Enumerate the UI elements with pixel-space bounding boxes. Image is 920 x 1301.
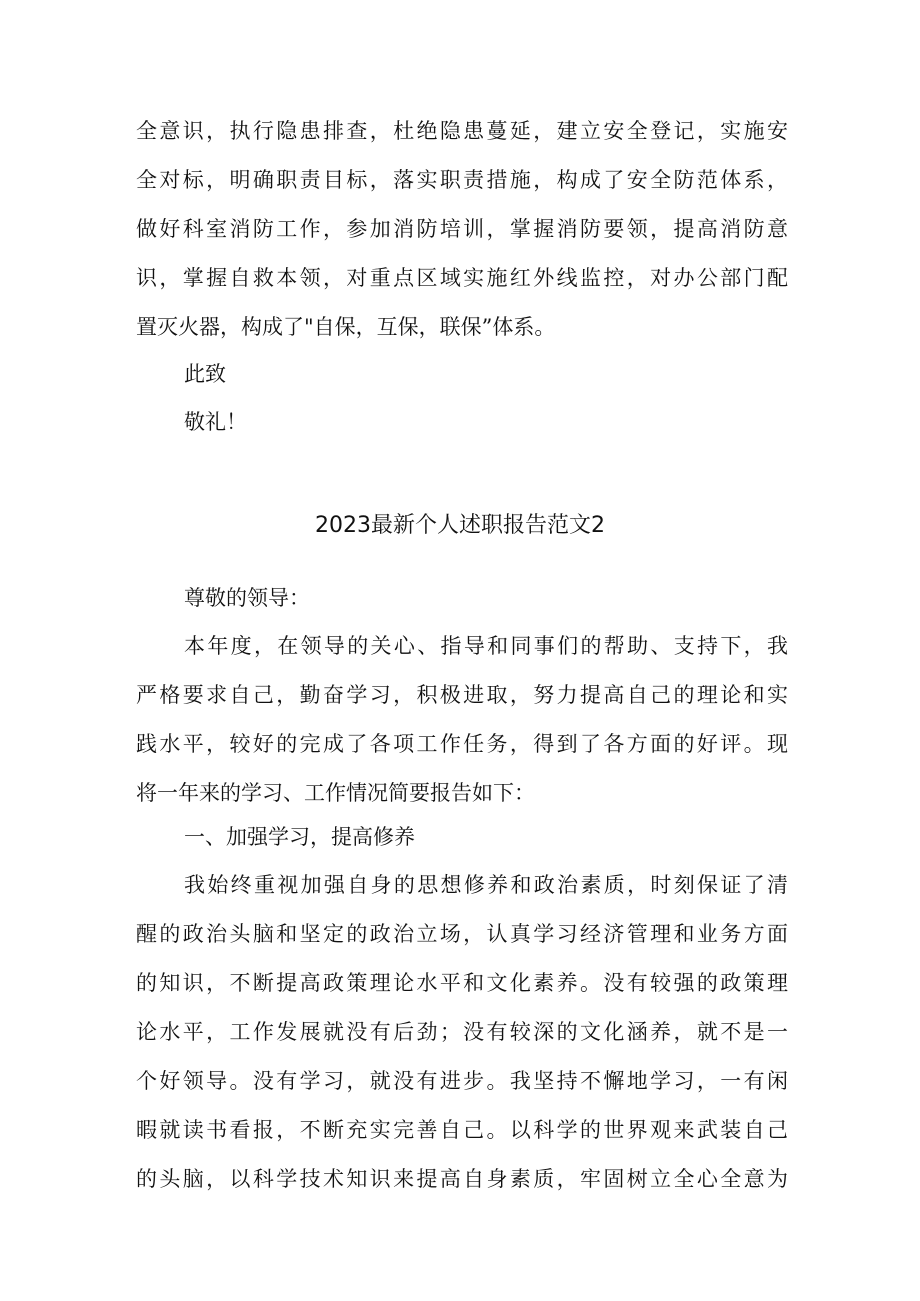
paragraph-line: 的知识，不断提高政策理论水平和文化素养。没有较强的政策理: [136, 971, 788, 995]
paragraph-line: 暇就读书看报，不断充实完善自己。以科学的世界观来武装自己: [136, 1118, 788, 1142]
paragraph-study: [136, 861, 788, 1204]
paragraph-intro: [136, 622, 788, 818]
paragraph-line: 将一年来的学习、工作情况简要报告如下：: [136, 781, 535, 805]
paragraph-line: 的头脑，以科学技术知识来提高自身素质，牢固树立全心全意为: [136, 1167, 788, 1191]
paragraph-line: 识，掌握自救本领，对重点区域实施红外线监控，对办公部门配: [136, 266, 788, 290]
paragraph-line: 全对标，明确职责目标，落实职责措施，构成了安全防范体系，: [136, 168, 788, 192]
closing-salute: 敬礼！: [184, 410, 247, 434]
paragraph-line: 我始终重视加强自身的思想修养和政治素质，时刻保证了清: [184, 873, 788, 897]
paragraph-line: 置灭火器，构成了"自保，互保，联保”体系。: [136, 315, 556, 339]
paragraph-line: 醒的政治头脑和坚定的政治立场，认真学习经济管理和业务方面: [136, 922, 788, 946]
paragraph-safety: [136, 107, 788, 352]
paragraph-line: 严格要求自己，勤奋学习，积极进取，努力提高自己的理论和实: [136, 683, 788, 707]
paragraph-line: 全意识，执行隐患排查，杜绝隐患蔓延，建立安全登记，实施安: [136, 119, 788, 143]
paragraph-line: 论水平，工作发展就没有后劲；没有较深的文化涵养，就不是一: [136, 1020, 788, 1044]
salutation: 尊敬的领导：: [184, 586, 310, 610]
paragraph-line: 做好科室消防工作，参加消防培训，掌握消防要领，提高消防意: [136, 217, 788, 241]
paragraph-line: 个好领导。没有学习，就没有进步。我坚持不懈地学习，一有闲: [136, 1069, 788, 1093]
document-title: 2023最新个人述职报告范文2: [315, 513, 605, 538]
paragraph-line: 本年度，在领导的关心、指导和同事们的帮助、支持下，我: [184, 634, 788, 658]
closing-regards: 此致: [184, 362, 226, 386]
section-heading: 一、加强学习，提高修养: [184, 825, 415, 849]
paragraph-line: 践水平，较好的完成了各项工作任务，得到了各方面的好评。现: [136, 732, 788, 756]
